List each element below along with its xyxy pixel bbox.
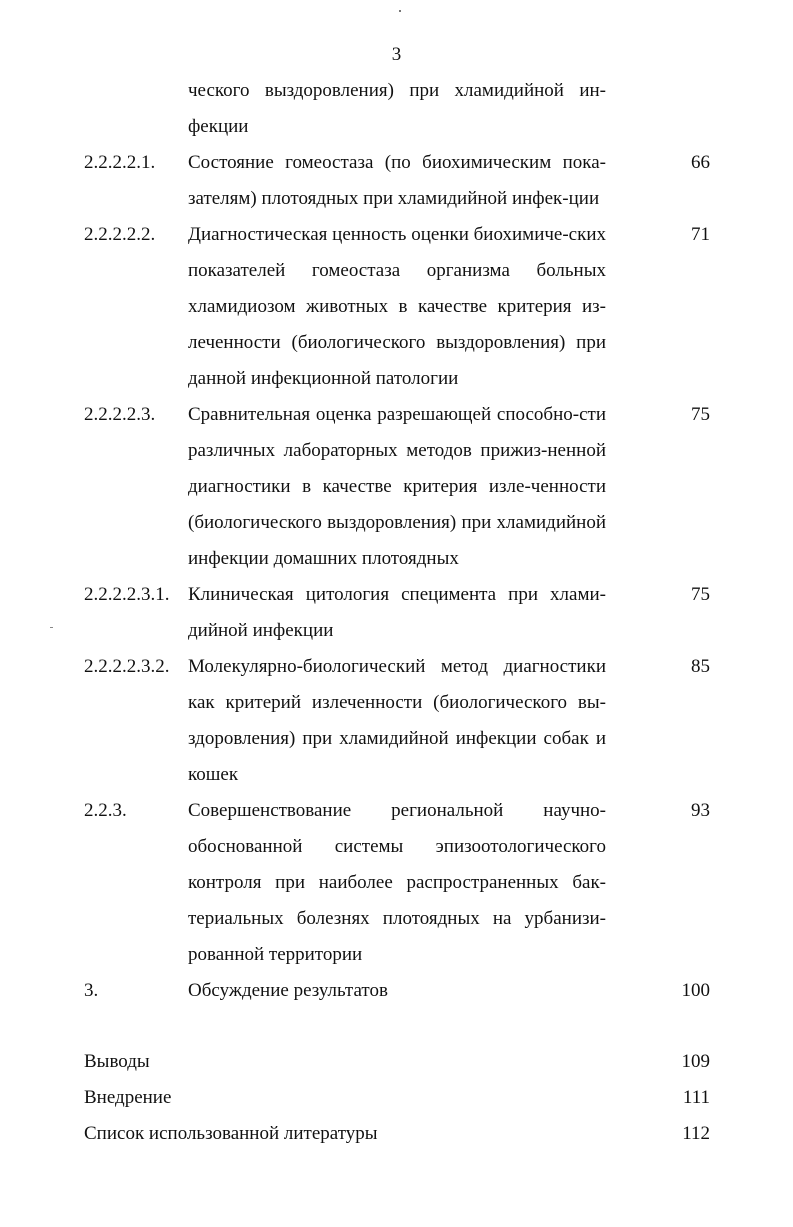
toc-entry-page: 100 (681, 980, 710, 1001)
toc-entry-title: Клиническая цитология специмента при хлами-дийной инфекции (188, 584, 606, 641)
toc-entry (84, 145, 710, 217)
toc-entry-page: 71 (691, 224, 710, 245)
toc-entry-page: 75 (691, 584, 710, 605)
toc-entry-number: 2.2.2.2.2. (84, 224, 156, 245)
toc-entry (84, 973, 710, 1009)
toc-entry-title: Молекулярно-биологический метод диагностики как критерий излеченности (биологического вы-здоровления) при хламидийной инфекции собак и кошек (188, 656, 606, 785)
toc-entry (84, 577, 710, 649)
continuation-text: ческого выздоровления) при хламидийной ин-фекции (188, 80, 606, 137)
toc-entry-page: 75 (691, 404, 710, 425)
toc-entry-number: 2.2.2.2.3. (84, 404, 156, 425)
toc-plain-label: Список использованной литературы (84, 1123, 378, 1144)
toc-entry-number: 2.2.2.2.3.2. (84, 656, 170, 677)
toc-entry-title: Сравнительная оценка разрешающей способно-сти различных лабораторных методов прижиз-ненной диагностики в качестве критерия изле-ченности (биологического выздоровления) при хламидийной инфекции домашних плотоядных (188, 404, 606, 569)
toc-entry (84, 649, 710, 793)
page-number: 3 (391, 44, 402, 65)
scan-speck (399, 10, 401, 12)
toc-entry-title: Диагностическая ценность оценки биохимиче-ских показателей гомеостаза организма больных хламидиозом животных в качестве критерия из-леченности (биологического выздоровления) при данной инфекционной патологии (188, 224, 607, 389)
toc-entry-number: 3. (84, 980, 99, 1001)
toc-entry (84, 793, 710, 973)
toc-entry-title: Обсуждение результатов (188, 980, 388, 1001)
toc-entry (84, 397, 710, 577)
toc-entry-page: 85 (691, 656, 710, 677)
toc-plain-label: Внедрение (84, 1087, 172, 1108)
scan-speck (50, 627, 53, 628)
toc-entry-number: 2.2.2.2.1. (84, 152, 156, 173)
toc-entry-page: 66 (691, 152, 710, 173)
toc-entry-title: Состояние гомеостаза (по биохимическим пока-зателям) плотоядных при хламидийной инфек-ции (188, 152, 606, 209)
toc-plain-page: 111 (682, 1087, 710, 1108)
toc-entry (84, 217, 710, 397)
toc-plain-page: 112 (682, 1123, 710, 1144)
toc-plain-page: 109 (681, 1051, 710, 1072)
toc-plain-label: Выводы (84, 1051, 150, 1072)
toc-entry-title: Совершенствование региональной научно-обоснованной системы эпизоотологического контроля при наиболее распространенных бак-териальных болезнях плотоядных на урбанизи-рованной территории (188, 800, 606, 965)
table-of-contents (84, 145, 710, 1009)
toc-entry-number: 2.2.2.2.3.1. (84, 584, 170, 605)
toc-entry-page: 93 (691, 800, 710, 821)
toc-entry-number: 2.2.3. (84, 800, 127, 821)
